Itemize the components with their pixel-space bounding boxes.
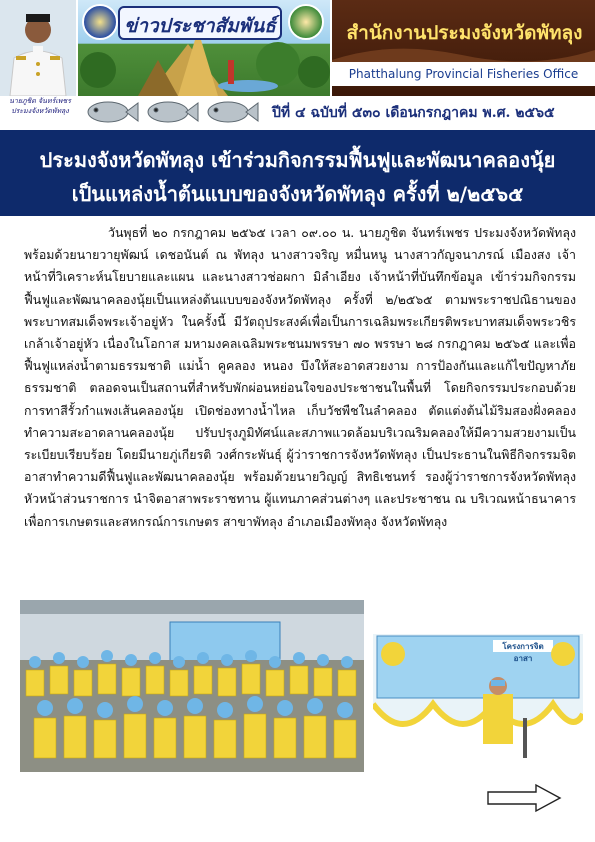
- event-ceremony-photo: [373, 634, 583, 774]
- headline-banner: [0, 130, 595, 216]
- article-text: วันพุธที่ ๒๐ กรกฎาคม ๒๕๖๕ เวลา ๐๙.๐๐ น. นายภูชิต จันทร์เพชร ประมงจังหวัดพัทลุง พร้อมด้วยนายวายุพัฒน์ เดชอนันต์ ณ พัทลุง นางสาวจริญ หมื่นหนู นางสาวกัญจนาภรณ์ เมืองสง เจ้าหน้าที่วิเคราะห์นโยบายและแผน และนางสาวช่อผกา มิลำเอียง เจ้าหน้าที่บันทึกข้อมูล เข้าร่วมกิจกรรมฟื้นฟูและพัฒนาคลองนุ้ยเป็นแหล่งต้นแบบของจังหวัดพัทลุง ครั้งที่ ๒/๒๕๖๕ ตามพระราชปณิธานของพระบาทสมเด็จพระเจ้าอยู่หัว ในครั้งนี้ มีวัตถุประสงค์เพื่อเป็นการเฉลิมพระเกียรติพระบาทสมเด็จพระวชิรเกล้าเจ้าอยู่หัว เนื่องในโอกาส มหามงคลเฉลิมพระชนมพรรษา ๗๐ พรรษา ๒๘ กรกฎาคม ๒๕๖๕ และเพื่อฟื้นฟูแหล่งน้ำตามธรรมชาติ แม่น้ำ คูคลอง หนอง บึงให้สะอาดสวยงาม การป้องกันและแก้ไขปัญหาภัยธรรมชาติ ตลอดจนเป็นสถานที่สำหรับพักผ่อนหย่อนใจของประชาชนในพื้นที่ โดยกิจกรรมประกอบด้วยการทาสีรั้วกำแพงเส้นคลองนุ้ย เปิดช่องทางน้ำไหล เก็บวัชพืชในลำคลอง ตัดแต่งต้นไม้ริมสองฝั่งคลองทำความสะอาดลานคลองนุ้ย ปรับปรุงภูมิทัศน์และสภาพแวดล้อมบริเวณริมคลองให้มีความสวยงามเป็นระเบียบเรียบร้อย โดยมีนายภู่เกียรติ วงศ์กระพันธุ์ ผู้ว่าราชการจังหวัดพัทลุง เป็นประธานในพิธีกิจกรรมจิตอาสาทำความดีฟื้นฟูและพัฒนาคลองนุ้ย พร้อมด้วยนายวิญญ์ สิทธิเชนทร์ รองผู้ว่าราชการจังหวัดพัทลุง หัวหน้าส่วนราชการ นำจิตอาสาพระราชทาน ผู้แทนภาคส่วนต่างๆ และประชาชน ณ บริเวณหน้าธนาคารเพื่อการเกษตรและสหกรณ์การเกษตร สาขาพัทลุง อำเภอเมืองพัทลุง จังหวัดพัทลุง: [24, 225, 576, 529]
- ceremony-banner-text: โครงการจิตอาสา: [502, 641, 544, 663]
- event-group-photo: [20, 600, 364, 772]
- portrait-name: นายภูชิต จันทร์เพชร: [9, 97, 71, 105]
- portrait-title: ประมงจังหวัดพัทลุง: [11, 107, 69, 115]
- fisheries-seal-icon: [82, 4, 118, 40]
- issue-info: ปีที่ ๔ ฉบับที่ ๕๓๐ เดือนกรกฎาคม พ.ศ. ๒๕๖๕: [272, 105, 555, 121]
- next-page-button[interactable]: [486, 783, 562, 813]
- office-name-english: Phatthalung Provincial Fisheries Office: [332, 62, 595, 86]
- province-seal-icon: [288, 4, 324, 40]
- portrait-photo: [0, 0, 76, 96]
- office-banner: [332, 0, 595, 96]
- page-header: [0, 0, 595, 130]
- article-body: [24, 222, 576, 533]
- newsletter-title-box: [118, 6, 282, 40]
- headline-line-2: เป็นแหล่งน้ำต้นแบบของจังหวัดพัทลุง ครั้งที่ ๒/๒๕๖๕: [71, 182, 524, 206]
- fish-decoration: [82, 97, 262, 127]
- arrow-right-icon: [486, 783, 562, 813]
- newsletter-banner: [78, 0, 330, 96]
- portrait-caption: [0, 96, 80, 128]
- fish-icon: [88, 102, 138, 122]
- office-name-thai: สำนักงานประมงจังหวัดพัทลุง: [346, 22, 583, 44]
- newsletter-title: ข่าวประชาสัมพันธ์: [124, 15, 276, 37]
- headline-line-1: ประมงจังหวัดพัทลุง เข้าร่วมกิจกรรมฟื้นฟูและพัฒนาคลองนุ้ย: [39, 148, 556, 172]
